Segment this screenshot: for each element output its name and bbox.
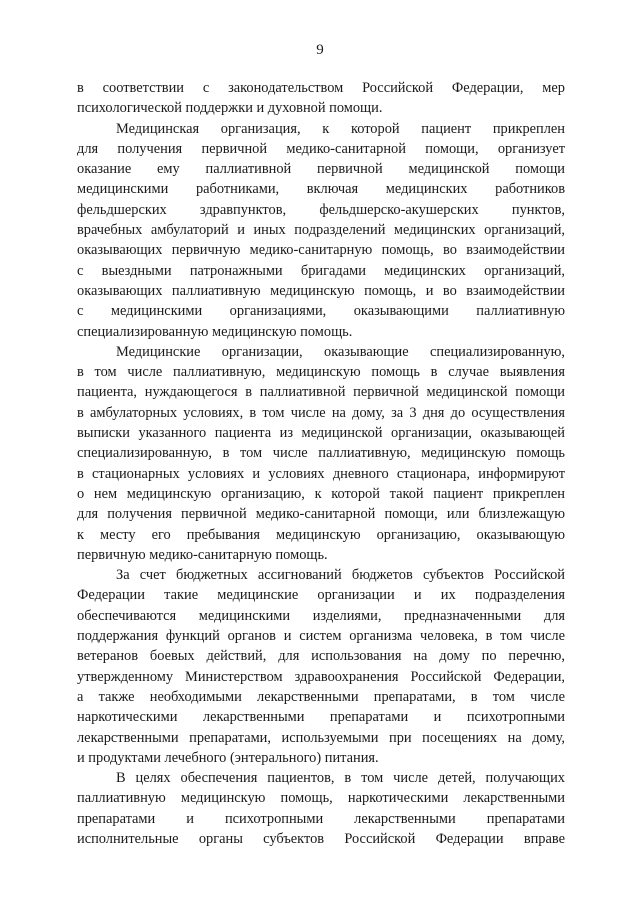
- text-line: психологической поддержки и духовной помощи.: [77, 100, 383, 117]
- text-line: исполнительные органы субъектов Российской Федерации вправе: [77, 830, 565, 847]
- text-line: наркотическими лекарственными препаратами и психотропными: [77, 709, 565, 726]
- text-line: для получения первичной медико-санитарной помощи, организует: [77, 140, 565, 157]
- text-line: паллиативную медицинскую помощь, наркотическими лекарственными: [77, 790, 565, 807]
- text-line: Медицинская организация, к которой пациент прикреплен: [116, 120, 565, 137]
- paragraph: [77, 342, 565, 565]
- text-line: о нем медицинскую организацию, к которой такой пациент прикреплен: [77, 485, 565, 502]
- text-line: в амбулаторных условиях, в том числе на дому, за 3 дня до осуществления: [77, 404, 565, 421]
- paragraph: [77, 565, 565, 768]
- text-line: для получения первичной медико-санитарной помощи, или близлежащую: [77, 506, 565, 523]
- text-line: ветеранов боевых действий, для использования на дому по перечню,: [77, 648, 565, 665]
- text-line: в том числе паллиативную, медицинскую помощь в случае выявления: [77, 364, 565, 381]
- text-line: медицинскими работниками, включая медицинских работников: [77, 181, 565, 198]
- text-line: с медицинскими организациями, оказывающими паллиативную: [77, 303, 565, 320]
- text-line: и продуктами лечебного (энтерального) питания.: [77, 749, 379, 766]
- text-line: утвержденному Министерством здравоохранения Российской Федерации,: [77, 668, 565, 685]
- text-line: В целях обеспечения пациентов, в том числе детей, получающих: [116, 770, 565, 787]
- text-line: специализированную, в том числе паллиативную, медицинскую помощь: [77, 445, 565, 462]
- text-line: первичную медико-санитарную помощь.: [77, 546, 328, 563]
- text-line: фельдшерских здравпунктов, фельдшерско-акушерских пунктов,: [77, 201, 565, 218]
- paragraph: [77, 119, 565, 342]
- text-line: За счет бюджетных ассигнований бюджетов субъектов Российской: [116, 567, 565, 584]
- text-line: специализированную медицинскую помощь.: [77, 323, 353, 340]
- text-line: оказание ему паллиативной первичной медицинской помощи: [77, 161, 565, 178]
- paragraph: [77, 78, 565, 119]
- document-body: [77, 78, 565, 849]
- text-line: а также необходимыми лекарственными препаратами, в том числе: [77, 688, 565, 705]
- text-line: препаратами и психотропными лекарственными препаратами: [77, 810, 565, 827]
- page-number: 9: [316, 42, 324, 58]
- text-line: обеспечиваются медицинскими изделиями, предназначенными для: [77, 607, 565, 624]
- text-line: оказывающих паллиативную медицинскую помощь, и во взаимодействии: [77, 282, 565, 299]
- text-line: Медицинские организации, оказывающие специализированную,: [116, 343, 565, 360]
- text-line: лекарственными препаратами, используемыми при посещениях на дому,: [77, 729, 565, 746]
- text-line: в стационарных условиях и условиях дневного стационара, информируют: [77, 465, 565, 482]
- text-line: врачебных амбулаторий и иных подразделений медицинских организаций,: [77, 222, 565, 239]
- paragraph: [77, 768, 565, 849]
- text-line: оказывающих первичную медико-санитарную помощь, во взаимодействии: [77, 242, 565, 259]
- text-line: в соответствии с законодательством Российской Федерации, мер: [77, 80, 565, 96]
- text-line: к месту его пребывания медицинскую организацию, оказывающую: [77, 526, 565, 543]
- text-line: Федерации такие медицинские организации и их подразделения: [77, 587, 565, 604]
- text-line: поддержания функций органов и систем организма человека, в том числе: [77, 628, 565, 645]
- text-line: выписки указанного пациента из медицинской организации, оказывающей: [77, 425, 565, 442]
- text-line: пациента, нуждающегося в паллиативной первичной медицинской помощи: [77, 384, 565, 401]
- text-line: с выездными патронажными бригадами медицинских организаций,: [77, 262, 565, 279]
